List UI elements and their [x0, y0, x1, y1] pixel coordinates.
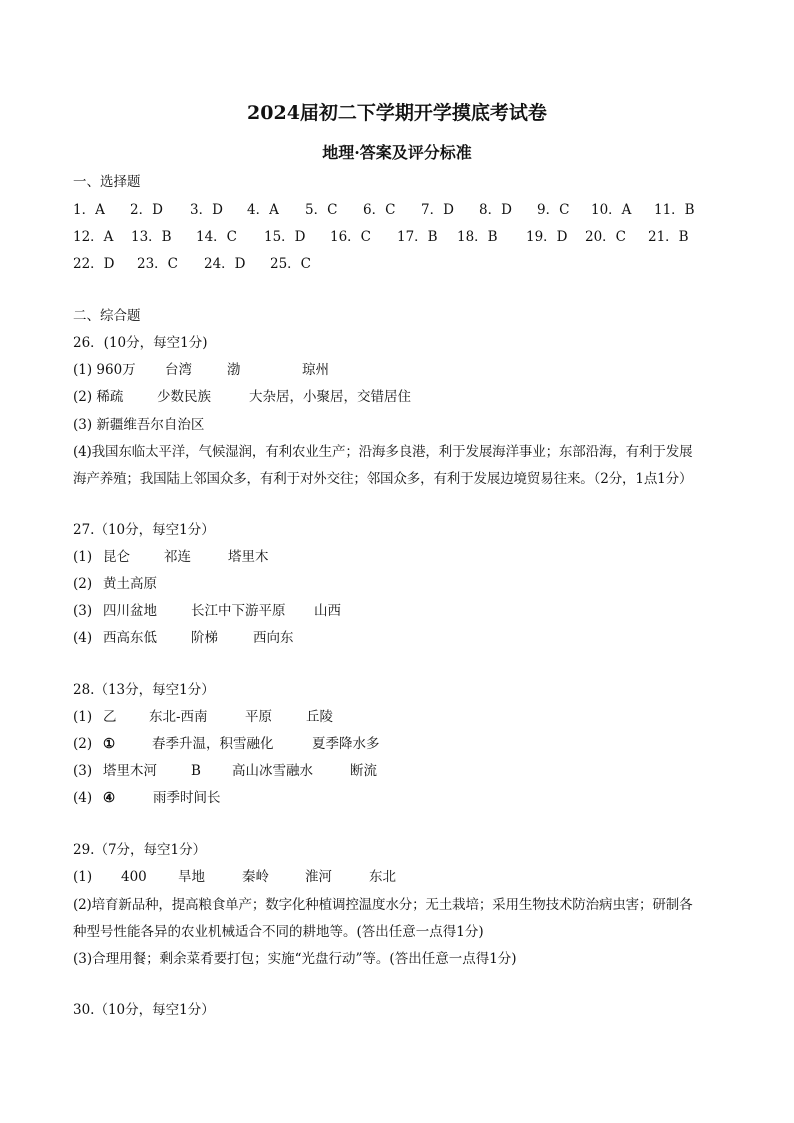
answer-blank: 西向东 — [253, 630, 294, 646]
question-26-part-4-line-2: 海产养殖；我国陆上邻国众多，有利于对外交往；邻国众多，有利于发展边境贸易往来。（2分，1点1分） — [73, 471, 693, 487]
answer-blank: 少数民族 — [157, 389, 211, 405]
answer-blank: (1) 960万 — [73, 362, 136, 378]
question-28-part-2 — [73, 735, 380, 753]
answer-blank: 阶梯 — [191, 630, 218, 646]
answer-item: 21．B — [648, 229, 689, 245]
answer-blank: (4) — [73, 790, 93, 806]
answer-blank: ① — [103, 736, 116, 752]
answer-blank: 台湾 — [165, 362, 192, 378]
answer-blank: 秦岭 — [242, 869, 269, 885]
answer-item: 25．C — [270, 256, 312, 272]
question-26-part-1 — [73, 361, 329, 379]
question-29-part-2-line-1: (2)培育新品种，提高粮食单产；数字化种植调控温度水分；无土栽培；采用生物技术防治病虫害；研制各 — [73, 897, 693, 913]
answer-blank: (4) — [73, 630, 93, 646]
answer-item: 19．D — [526, 229, 568, 245]
answer-blank: 雨季时间长 — [153, 790, 221, 806]
answer-item: 7．D — [421, 202, 454, 218]
answer-item: 24．D — [204, 256, 246, 272]
question-27-part-1 — [73, 548, 269, 566]
question-29-part-1 — [73, 868, 396, 886]
answer-blank: (3) — [73, 763, 93, 779]
answer-item: 15．D — [264, 229, 306, 245]
answer-blank: (3) — [73, 603, 93, 619]
answer-item: 2．D — [130, 202, 163, 218]
question-28-header: 28.（13分，每空1分） — [73, 682, 215, 698]
answer-item: 16．C — [330, 229, 372, 245]
question-30-header: 30.（10分，每空1分） — [73, 1002, 215, 1018]
answer-blank: 高山冰雪融水 — [232, 763, 313, 779]
answer-blank: 春季升温，积雪融化 — [152, 736, 274, 752]
answer-item: 5．C — [305, 202, 338, 218]
answer-blank: 淮河 — [305, 869, 332, 885]
question-28-part-4 — [73, 789, 221, 807]
answer-blank: ④ — [103, 790, 116, 806]
page-subtitle: 地理·答案及评分标准 — [322, 143, 472, 162]
answer-blank: 丘陵 — [306, 709, 333, 725]
question-26-part-4-line-1: (4)我国东临太平洋，气候湿润，有利农业生产；沿海多良港，利于发展海洋事业；东部沿海，有利于发展 — [73, 444, 693, 460]
answer-blank: 大杂居，小聚居，交错居住 — [249, 389, 411, 405]
page-title: 2024届初二下学期开学摸底考试卷 — [247, 102, 547, 124]
answer-blank: 旱地 — [178, 869, 205, 885]
answer-blank: (2) 稀疏 — [73, 389, 124, 405]
answer-item: 1．A — [73, 202, 105, 218]
answer-item: 18．B — [457, 229, 498, 245]
answer-blank: 400 — [121, 869, 147, 885]
answer-blank: 四川盆地 — [103, 603, 157, 619]
answer-blank: 断流 — [350, 763, 377, 779]
question-27-header: 27.（10分，每空1分） — [73, 522, 215, 538]
answer-blank: 昆仑 — [103, 549, 130, 565]
answer-blank: 塔里木 — [228, 549, 269, 565]
answer-item: 12．A — [73, 229, 114, 245]
answer-blank: (1) — [73, 869, 93, 885]
question-29-part-3: (3)合理用餐；剩余菜肴要打包；实施“光盘行动”等。(答出任意一点得1分) — [73, 951, 517, 967]
question-27-part-2 — [73, 575, 157, 593]
answer-row — [73, 228, 689, 246]
answer-blank: 黄土高原 — [103, 576, 157, 592]
answer-blank: (2) — [73, 736, 93, 752]
question-28-part-3 — [73, 762, 377, 780]
answer-blank: 祁连 — [164, 549, 191, 565]
answer-item: 8．D — [479, 202, 512, 218]
answer-blank: (2) — [73, 576, 93, 592]
question-26-part-2 — [73, 388, 411, 406]
answer-blank: (1) — [73, 709, 93, 725]
answer-item: 3．D — [190, 202, 223, 218]
question-29-part-2-line-2: 种型号性能各异的农业机械适合不同的耕地等。(答出任意一点得1分) — [73, 924, 484, 940]
answer-item: 13．B — [131, 229, 172, 245]
answer-item: 4．A — [247, 202, 279, 218]
answer-item: 23．C — [137, 256, 179, 272]
answer-item: 11．B — [654, 202, 695, 218]
answer-blank: 琼州 — [302, 362, 329, 378]
answer-blank: 渤 — [227, 362, 241, 378]
answer-blank: 东北 — [369, 869, 396, 885]
section-heading-choice: 一、选择题 — [73, 174, 141, 190]
answer-item: 6．C — [363, 202, 396, 218]
answer-blank: 西高东低 — [103, 630, 157, 646]
answer-blank: 长江中下游平原 — [191, 603, 286, 619]
answer-row — [73, 255, 311, 273]
answer-blank: 塔里木河 — [103, 763, 157, 779]
question-26-header: 26．(10分，每空1分) — [73, 335, 208, 351]
answer-item: 20．C — [585, 229, 627, 245]
question-26-part-3: (3) 新疆维吾尔自治区 — [73, 417, 205, 433]
answer-blank: 乙 — [103, 709, 117, 725]
question-27-part-4 — [73, 629, 294, 647]
answer-blank: B — [191, 763, 201, 779]
question-28-part-1 — [73, 708, 333, 726]
answer-blank: (1) — [73, 549, 93, 565]
answer-blank: 夏季降水多 — [312, 736, 380, 752]
section-heading-comprehensive: 二、综合题 — [73, 308, 141, 324]
answer-item: 9．C — [537, 202, 570, 218]
answer-blank: 东北-西南 — [149, 709, 208, 725]
answer-item: 10．A — [591, 202, 632, 218]
answer-item: 17．B — [397, 229, 438, 245]
answer-row — [73, 201, 695, 219]
question-27-part-3 — [73, 602, 341, 620]
answer-item: 14．C — [196, 229, 238, 245]
answer-blank: 山西 — [314, 603, 341, 619]
answer-blank: 平原 — [245, 709, 272, 725]
question-29-header: 29.（7分，每空1分） — [73, 842, 207, 858]
answer-item: 22．D — [73, 256, 115, 272]
